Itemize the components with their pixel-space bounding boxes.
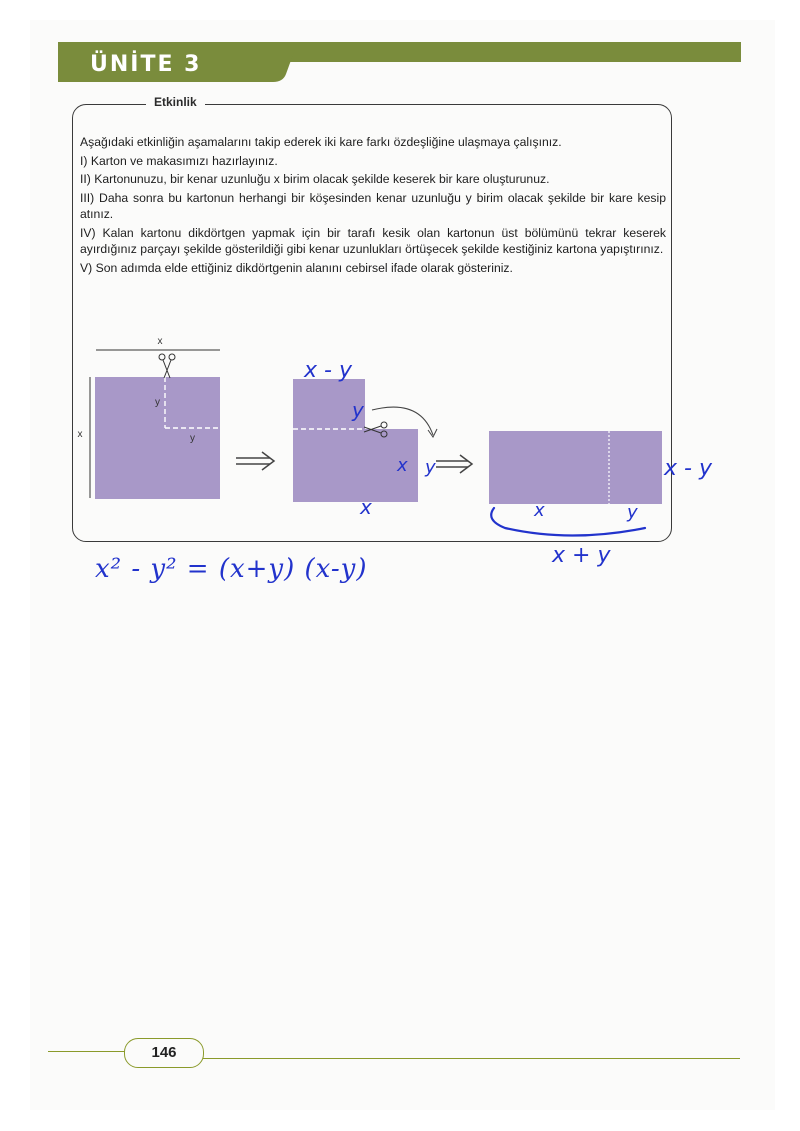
step-3: III) Daha sonra bu kartonun herhangi bir köşesinden kenar uzunluğu y birim olacak şekilde bir kare kesip atınız. (80, 190, 666, 221)
hw-rect-x: x (534, 500, 545, 521)
step-5: V) Son adımda elde ettiğiniz dikdörtgenin alanını cebirsel ifade olarak gösteriniz. (80, 260, 513, 275)
hw-rect-y: y (627, 502, 638, 523)
x-left-label: x (77, 429, 83, 440)
activity-intro: Aşağıdaki etkinliğin aşamalarını takip ederek iki kare farkı özdeşliğine ulaşmaya çalışınız. (80, 135, 562, 149)
hw-bottom-x: x (360, 495, 372, 519)
square-card (95, 377, 220, 499)
page-number: 146 (124, 1038, 204, 1068)
hw-cut-y: y (425, 457, 436, 478)
y-horizontal-label: y (190, 433, 195, 444)
unit-title: ÜNİTE 3 (90, 52, 202, 77)
hw-top-width: x - y (304, 358, 352, 383)
activity-label: Etkinlik (146, 95, 205, 109)
hw-total-width: x + y (552, 543, 611, 568)
footer-line-right (202, 1058, 740, 1059)
step-1: I) Karton ve makasımızı hazırlayınız. (80, 153, 278, 168)
hw-right-height: x - y (664, 456, 712, 481)
step-4: IV) Kalan kartonu dikdörtgen yapmak için bir tarafı kesik olan kartonun üst bölümünü tekrar keserek ayırdığınız parçayı şekilde gösterildiği gibi kenar uzunlukları örtüşecek şekilde kestiğiniz kartona yapıştırınız. (80, 225, 666, 256)
hw-cut-height: y (352, 398, 364, 422)
double-arrow-icon (436, 455, 472, 473)
hw-brace-curve (491, 508, 645, 536)
x-top-label: x (157, 336, 163, 347)
step-2: II) Kartonunuzu, bir kenar uzunluğu x birim olacak şekilde keserek bir kare oluşturunuz. (80, 172, 550, 186)
double-arrow-icon (236, 452, 274, 470)
result-rectangle (489, 431, 662, 504)
footer-line-left (48, 1051, 128, 1052)
scissors-icon (159, 354, 175, 378)
y-vertical-label: y (155, 397, 160, 408)
handwritten-answer: x² - y² = (x+y) (x-y) (95, 554, 368, 584)
hw-side-x: x (397, 455, 408, 476)
